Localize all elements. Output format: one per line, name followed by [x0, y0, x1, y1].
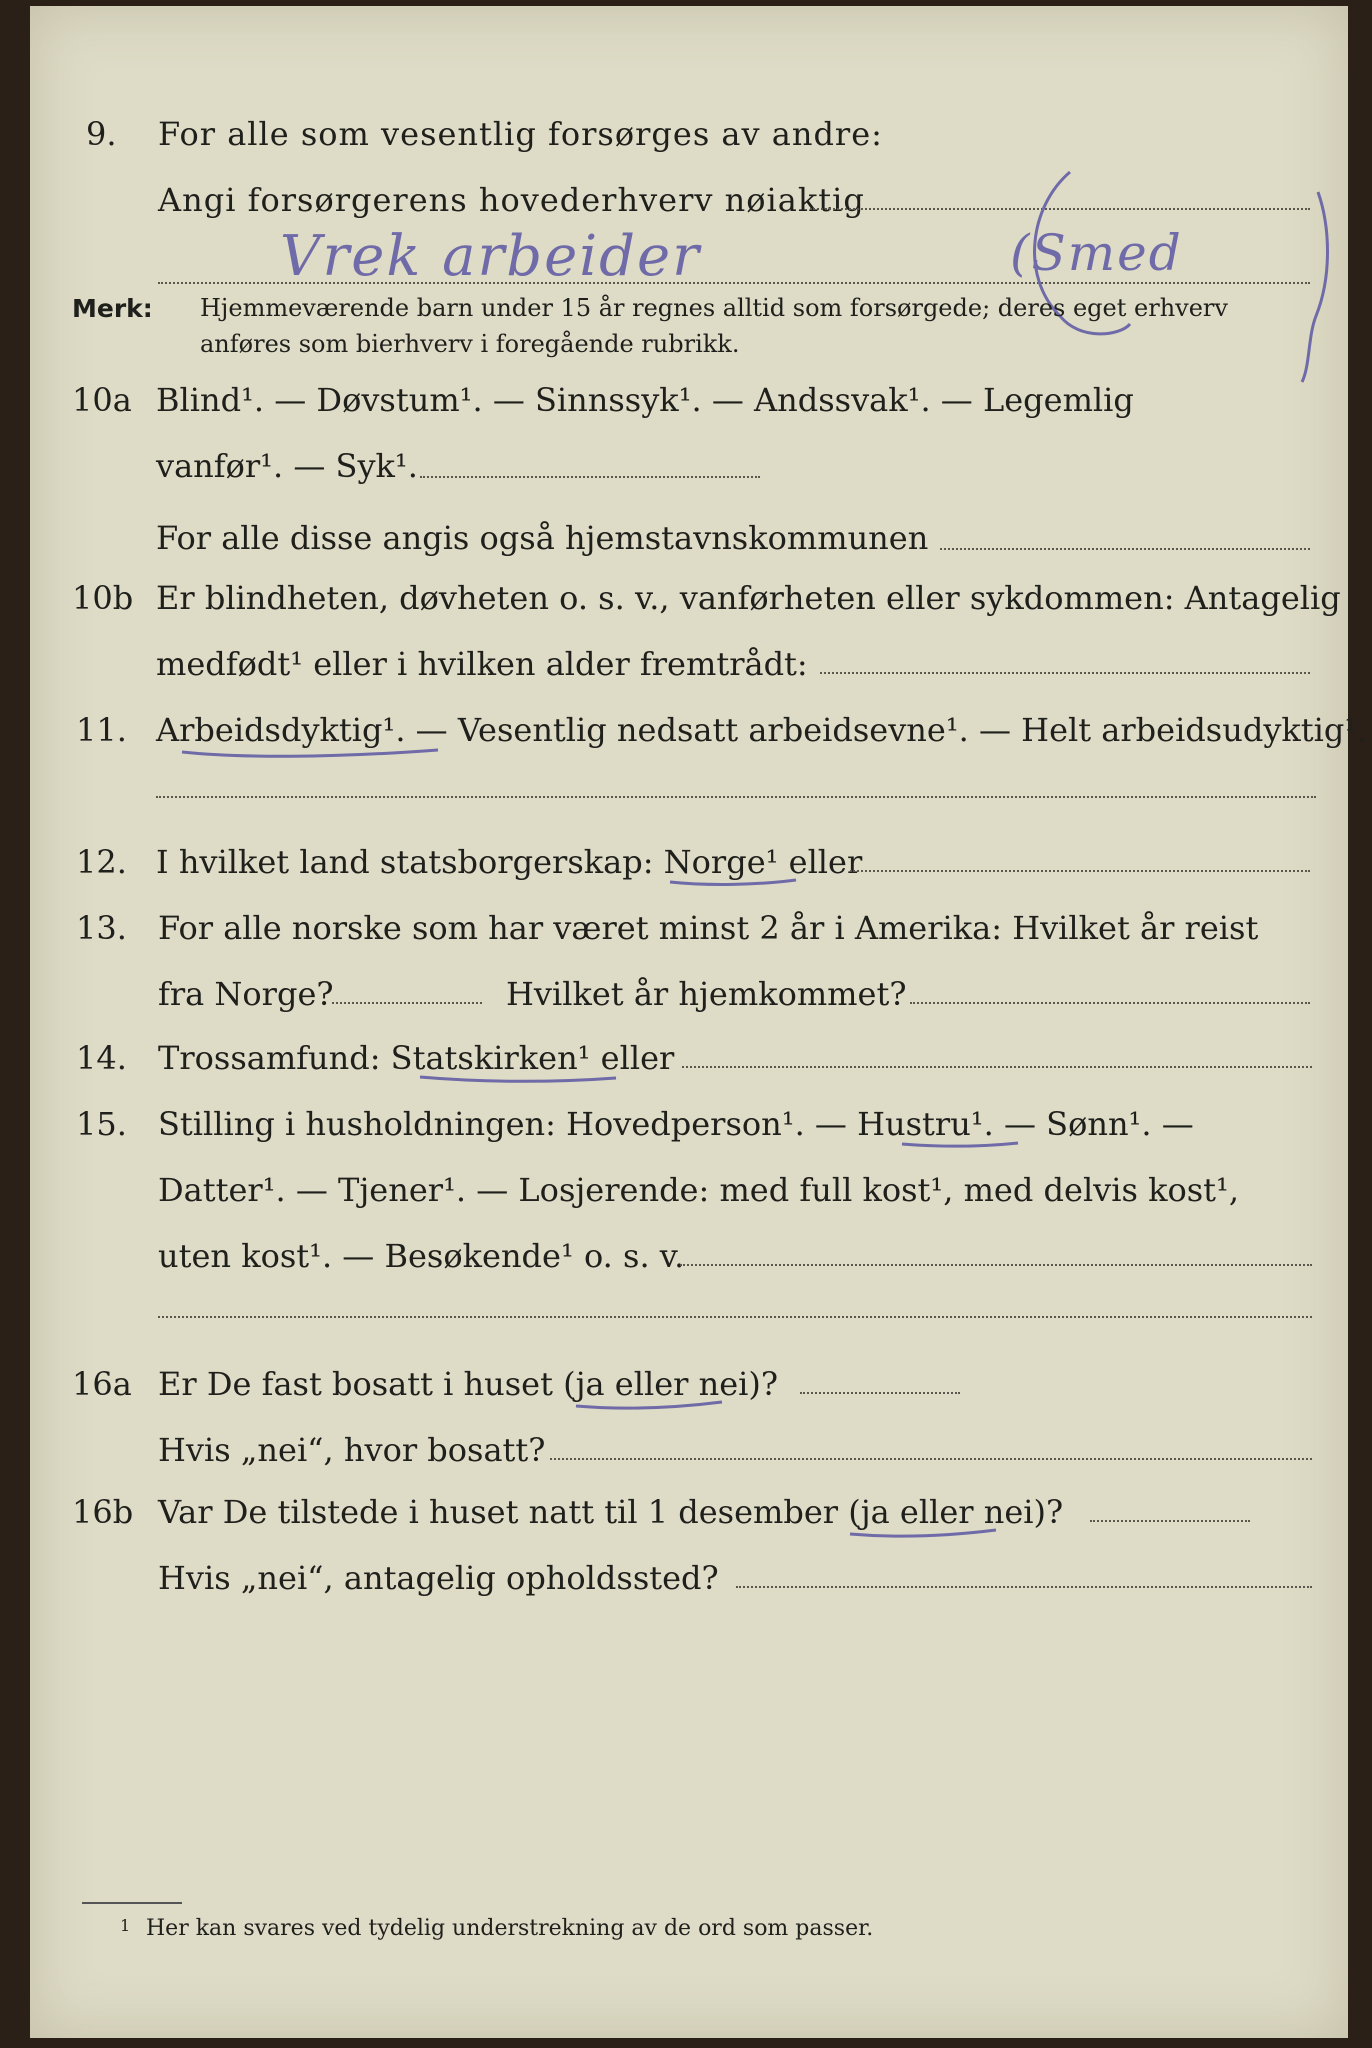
footnote-text: Her kan svares ved tydelig understrekning av de ord som passer. — [146, 1916, 874, 1941]
item-15-line1: Stilling i husholdningen: Hovedperson¹. — Hustru¹. — Sønn¹. — — [158, 1105, 1194, 1143]
item-11-line1: Arbeidsdyktig¹. — Vesentlig nedsatt arbeidsevne¹. — Helt arbeidsudyktig¹. — [156, 711, 1368, 749]
item-11-answer-line — [156, 796, 1316, 798]
item-14-number: 14. — [76, 1039, 127, 1077]
underline-hustru — [900, 1138, 1020, 1150]
item-9-handwritten-answer: Vrek arbeider — [280, 224, 701, 289]
item-10a-line1: Blind¹. — Døvstum¹. — Sinnssyk¹. — Andssvak¹. — Legemlig — [156, 381, 1134, 419]
item-15-answer-line-2 — [158, 1316, 1312, 1318]
footnote-mark: 1 — [120, 1916, 131, 1935]
item-15-answer-line — [680, 1264, 1312, 1266]
item-14-answer-line — [682, 1066, 1312, 1068]
item-12-line1: I hvilket land statsborgerskap: Norge¹ eller — [156, 843, 863, 881]
item-13-line2b: Hvilket år hjemkommet? — [506, 975, 907, 1013]
footnote-rule — [82, 1902, 182, 1904]
item-10a-answer-line — [420, 476, 760, 478]
item-9-line2: Angi forsørgerens hovederhverv nøiaktig — [158, 181, 865, 219]
item-16a-number: 16a — [72, 1365, 132, 1403]
item-15-line2: Datter¹. — Tjener¹. — Losjerende: med full kost¹, med delvis kost¹, — [158, 1171, 1240, 1209]
underline-arbeidsdyktig — [180, 746, 440, 760]
item-10b-answer-line — [820, 672, 1310, 674]
item-13-right-line — [910, 1002, 1310, 1004]
underline-ja-eller-16b — [848, 1526, 998, 1540]
item-12-number: 12. — [76, 843, 127, 881]
item-14-line1: Trossamfund: Statskirken¹ eller — [158, 1039, 675, 1077]
item-11-number: 11. — [76, 711, 127, 749]
item-16a-line1: Er De fast bosatt i huset (ja eller nei)? — [158, 1365, 779, 1403]
item-16a-where-line — [550, 1458, 1312, 1460]
item-13-number: 13. — [76, 909, 127, 947]
merk-line1: Hjemmeværende barn under 15 år regnes alltid som forsørgede; deres eget erhverv — [200, 294, 1228, 322]
merk-label: Merk: — [72, 294, 153, 323]
item-16b-number: 16b — [72, 1493, 134, 1531]
merk-line2: anføres som bierhverv i foregående rubrikk. — [200, 330, 740, 358]
item-16a-line2: Hvis „nei“, hvor bosatt? — [158, 1431, 546, 1469]
item-16b-line1: Var De tilstede i huset natt til 1 desember (ja eller nei)? — [158, 1493, 1064, 1531]
item-9-number: 9. — [86, 115, 117, 153]
item-9-line1: For alle som vesentlig forsørges av andre: — [158, 115, 883, 153]
item-13-line1: For alle norske som har været minst 2 år i Amerika: Hvilket år reist — [158, 909, 1259, 947]
item-9-handwritten-extra: (Smed — [1010, 224, 1183, 282]
item-13-left-line — [332, 1002, 482, 1004]
item-10a-line3: For alle disse angis også hjemstavnskommunen — [156, 519, 929, 557]
item-16b-place-line — [736, 1586, 1312, 1588]
item-12-answer-line — [850, 870, 1310, 872]
item-16a-answer-line — [800, 1392, 960, 1394]
census-form-page — [30, 6, 1368, 2038]
item-13-line2a: fra Norge? — [158, 975, 334, 1013]
item-16b-answer-line — [1090, 1520, 1250, 1522]
item-10a-line2: vanfør¹. — Syk¹. — [156, 447, 418, 485]
underline-ja-eller — [574, 1398, 724, 1412]
item-10b-line2: medfødt¹ eller i hvilken alder fremtrådt: — [156, 645, 808, 683]
item-15-number: 15. — [76, 1105, 127, 1143]
underline-statskirken — [418, 1072, 618, 1086]
handwritten-bracket-marks — [990, 166, 1350, 386]
item-10a-number: 10a — [72, 381, 132, 419]
item-15-line3: uten kost¹. — Besøkende¹ o. s. v. — [158, 1237, 685, 1275]
item-16b-line2: Hvis „nei“, antagelig opholdssted? — [158, 1559, 719, 1597]
item-10b-number: 10b — [72, 579, 134, 617]
underline-norge — [668, 876, 798, 888]
item-10b-line1: Er blindheten, døvheten o. s. v., vanførheten eller sykdommen: Antagelig — [156, 579, 1341, 617]
item-10a-home-line — [940, 548, 1310, 550]
